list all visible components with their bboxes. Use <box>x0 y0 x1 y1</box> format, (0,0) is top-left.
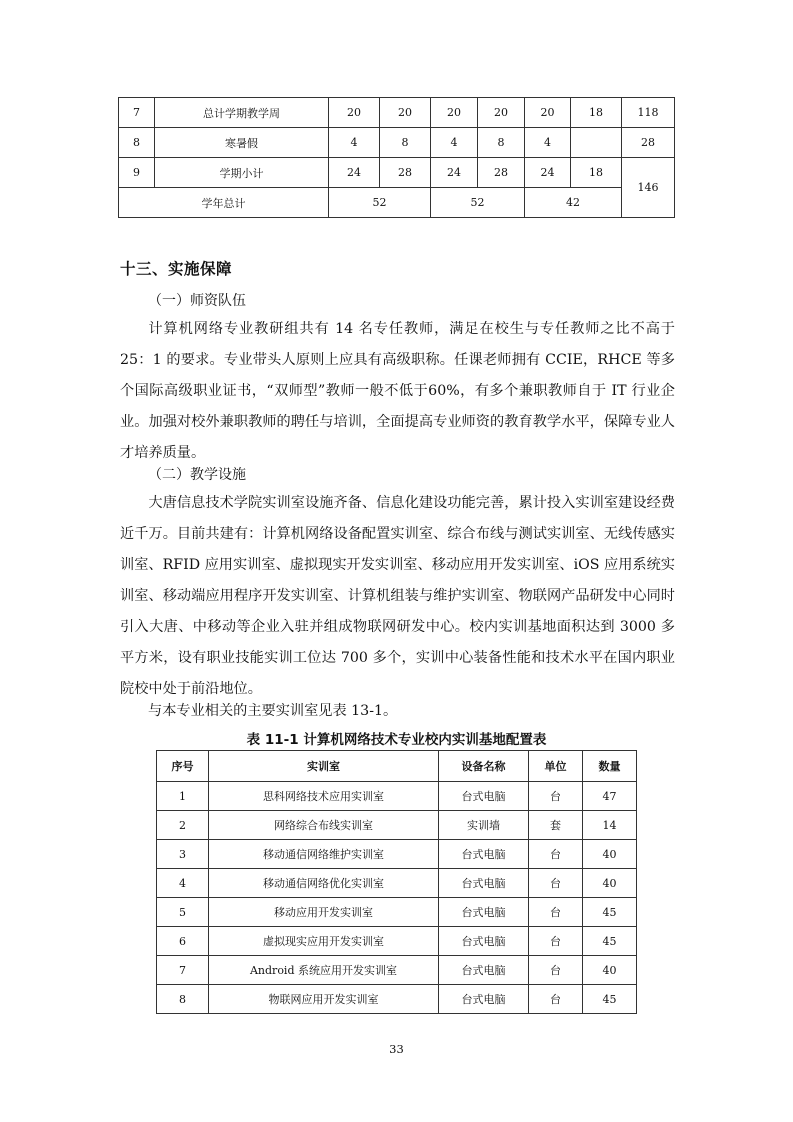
table-cell: 18 <box>571 158 622 188</box>
table-cell: 移动应用开发实训室 <box>209 898 439 927</box>
table-cell: 学期小计 <box>155 158 329 188</box>
table-cell: 4 <box>329 128 380 158</box>
table-cell: 实训墙 <box>439 811 529 840</box>
table-cell: 3 <box>157 840 209 869</box>
table-cell: 台 <box>529 927 583 956</box>
table-cell: 28 <box>478 158 525 188</box>
column-header: 序号 <box>157 751 209 782</box>
faculty-paragraph: 计算机网络专业教研组共有 14 名专任教师，满足在校生与专任教师之比不高于 25：1 的要求。专业带头人原则上应具有高级职称。任课老师拥有 CCIE，RHCE 等多个国际高级职业证书，“双师型”教师一般不低于60%，有多个兼职教师自于 IT 行业企业。加强对校外兼职教师的聘任与培训，全面提高专业师资的教育教学水平，保障专业人才培养质量。 <box>120 321 675 461</box>
table-cell: 台 <box>529 840 583 869</box>
column-header: 设备名称 <box>439 751 529 782</box>
table-cell: 20 <box>329 98 380 128</box>
schedule-table <box>118 97 675 218</box>
table-cell: Android 系统应用开发实训室 <box>209 956 439 985</box>
table-cell <box>571 128 622 158</box>
table-row <box>157 869 637 898</box>
table-cell: 移动通信网络维护实训室 <box>209 840 439 869</box>
page-number: 33 <box>389 1042 404 1056</box>
table-cell: 146 <box>622 158 675 218</box>
table-row <box>157 956 637 985</box>
table-cell: 台 <box>529 956 583 985</box>
column-header: 数量 <box>583 751 637 782</box>
table-cell: 40 <box>583 956 637 985</box>
table-cell: 20 <box>380 98 431 128</box>
table-cell: 42 <box>525 188 622 218</box>
table-cell: 9 <box>119 158 155 188</box>
table-cell: 40 <box>583 840 637 869</box>
table-row <box>157 898 637 927</box>
table-row <box>119 98 675 128</box>
table-cell: 移动通信网络优化实训室 <box>209 869 439 898</box>
table-cell: 7 <box>157 956 209 985</box>
table-cell: 28 <box>622 128 675 158</box>
table-cell: 1 <box>157 782 209 811</box>
table-cell: 40 <box>583 869 637 898</box>
table-cell: 7 <box>119 98 155 128</box>
table-cell: 台式电脑 <box>439 985 529 1014</box>
table-row <box>157 840 637 869</box>
table-cell: 8 <box>119 128 155 158</box>
table-row <box>119 158 675 188</box>
table-cell: 8 <box>380 128 431 158</box>
lab-config-table <box>156 750 637 1014</box>
table-reference-note: 与本专业相关的主要实训室见表 13-1。 <box>148 703 398 719</box>
table-cell: 47 <box>583 782 637 811</box>
subsection-title-faculty: （一）师资队伍 <box>148 293 246 309</box>
table-cell: 台 <box>529 898 583 927</box>
table-cell: 20 <box>431 98 478 128</box>
table-row <box>157 811 637 840</box>
table-cell: 24 <box>329 158 380 188</box>
table-cell: 4 <box>525 128 571 158</box>
table-caption: 表 11-1 计算机网络技术专业校内实训基地配置表 <box>246 732 547 748</box>
table-cell: 台 <box>529 869 583 898</box>
table-cell: 18 <box>571 98 622 128</box>
table-cell: 8 <box>157 985 209 1014</box>
table-header-row <box>157 751 637 782</box>
subsection-title-facilities: （二）教学设施 <box>148 467 246 483</box>
table-cell: 45 <box>583 898 637 927</box>
table-cell: 台式电脑 <box>439 782 529 811</box>
table-cell: 28 <box>380 158 431 188</box>
table-cell: 24 <box>525 158 571 188</box>
table-cell: 5 <box>157 898 209 927</box>
table-cell: 套 <box>529 811 583 840</box>
table-cell: 总计学期教学周 <box>155 98 329 128</box>
table-cell: 物联网应用开发实训室 <box>209 985 439 1014</box>
column-header: 实训室 <box>209 751 439 782</box>
table-cell: 2 <box>157 811 209 840</box>
table-cell: 45 <box>583 985 637 1014</box>
table-cell: 台式电脑 <box>439 869 529 898</box>
table-row <box>157 782 637 811</box>
table-cell: 台式电脑 <box>439 840 529 869</box>
table-cell: 台 <box>529 985 583 1014</box>
table-cell: 20 <box>525 98 571 128</box>
table-cell: 学年总计 <box>119 188 329 218</box>
table-cell: 寒暑假 <box>155 128 329 158</box>
table-cell: 6 <box>157 927 209 956</box>
table-cell: 台式电脑 <box>439 898 529 927</box>
column-header: 单位 <box>529 751 583 782</box>
table-cell: 4 <box>157 869 209 898</box>
table-cell: 台 <box>529 782 583 811</box>
table-cell: 118 <box>622 98 675 128</box>
table-cell: 台式电脑 <box>439 956 529 985</box>
table-cell: 14 <box>583 811 637 840</box>
facilities-paragraph: 大唐信息技术学院实训室设施齐备、信息化建设功能完善，累计投入实训室建设经费近千万。目前共建有：计算机网络设备配置实训室、综合布线与测试实训室、无线传感实训室、RFID 应用实训室、虚拟现实开发实训室、移动应用开发实训室、iOS 应用系统实训室、移动端应用程序开发实训室、计算机组装与维护实训室、物联网产品研发中心同时引入大唐、中移动等企业入驻并组成物联网研发中心。校内实训基地面积达到 3000 多平方米，设有职业技能实训工位达 700 多个，实训中心装备性能和技术水平在国内职业院校中处于前沿地位。 <box>120 495 675 697</box>
table-cell: 4 <box>431 128 478 158</box>
table-cell: 24 <box>431 158 478 188</box>
table-cell: 52 <box>329 188 431 218</box>
table-row <box>119 188 675 218</box>
table-cell: 思科网络技术应用实训室 <box>209 782 439 811</box>
table-cell: 台式电脑 <box>439 927 529 956</box>
section-title: 十三、实施保障 <box>120 260 233 278</box>
table-cell: 20 <box>478 98 525 128</box>
table-cell: 8 <box>478 128 525 158</box>
table-row <box>157 927 637 956</box>
table-cell: 52 <box>431 188 525 218</box>
table-row <box>119 128 675 158</box>
table-cell: 虚拟现实应用开发实训室 <box>209 927 439 956</box>
table-cell: 45 <box>583 927 637 956</box>
table-row <box>157 985 637 1014</box>
table-cell: 网络综合布线实训室 <box>209 811 439 840</box>
